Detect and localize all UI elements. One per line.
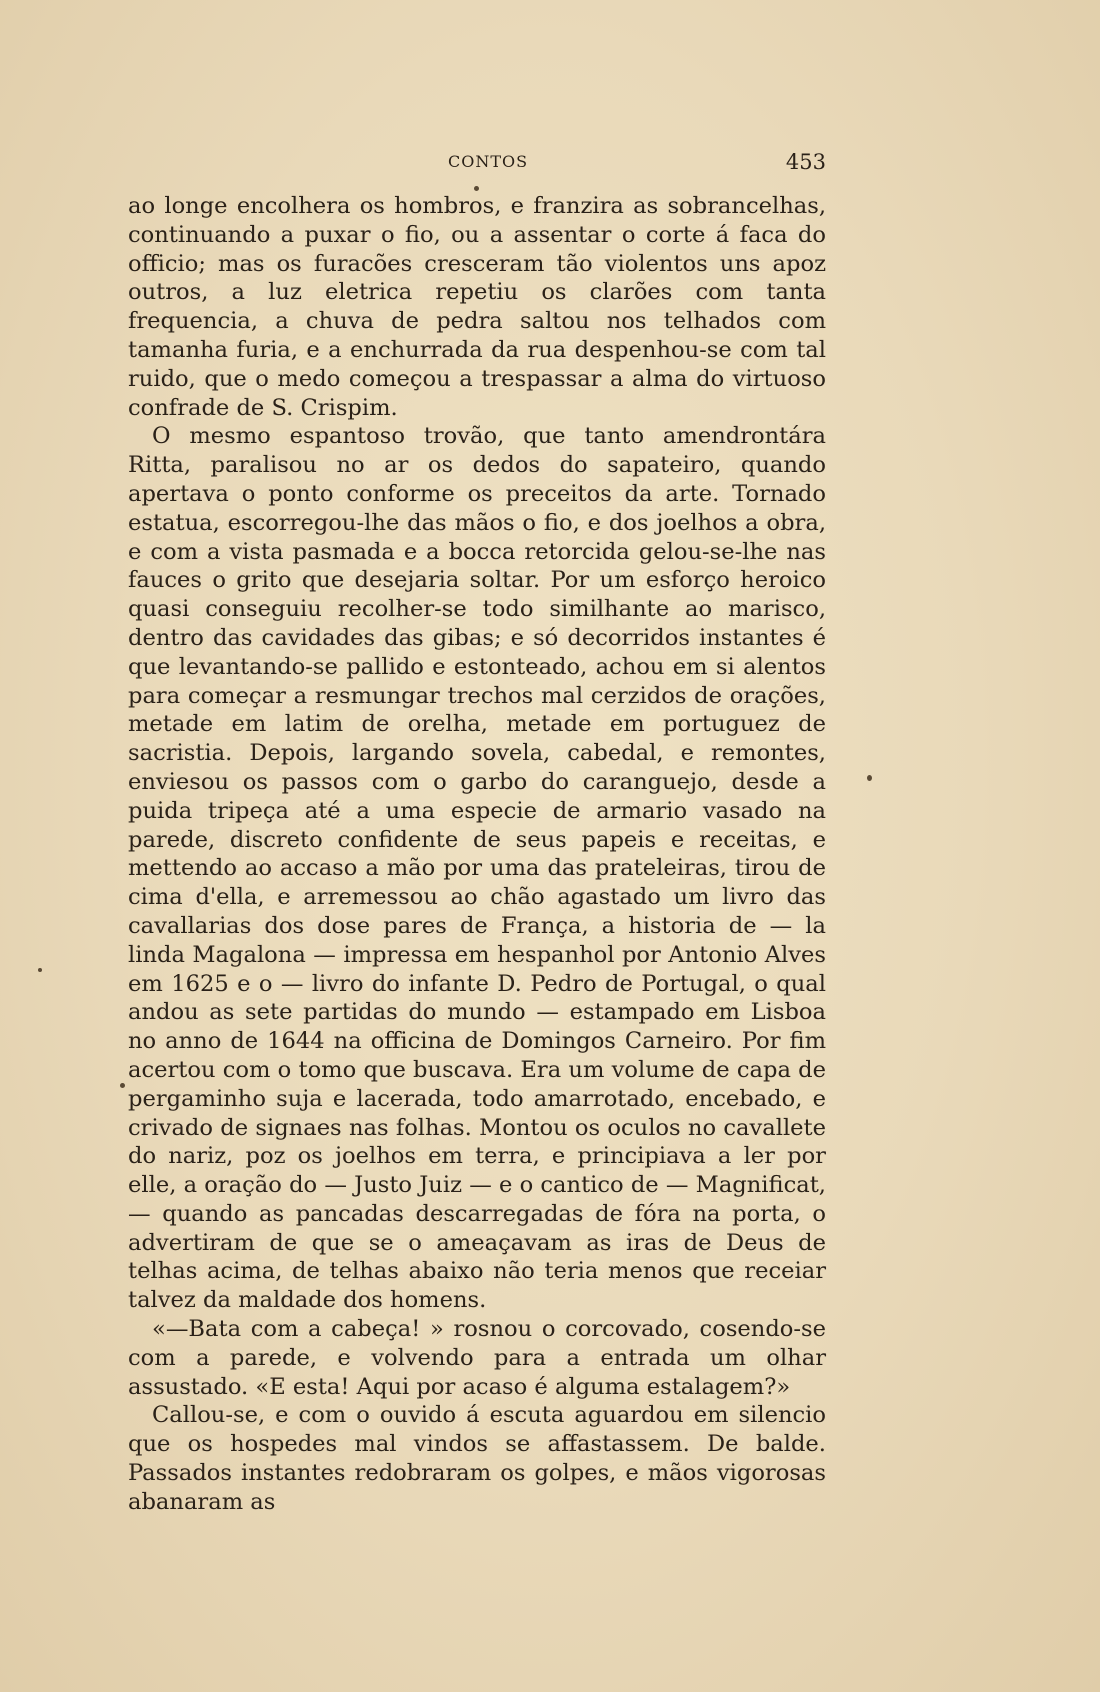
paragraph: ao longe encolhera os hombros, e franzira as sobrancelhas, continuando a puxar o fio, ou a assentar o corte á faca do officio; mas os furacões cresceram tão violentos uns apoz outros, a luz eletrica repetiu os clarões com tanta frequencia, a chuva de pedra saltou nos telhados com tamanha furia, e a enchurrada da rua despenhou-se com tal ruido, que o medo começou a trespassar a alma do virtuoso confrade de S. Crispim.: [128, 193, 826, 421]
ink-speck: [474, 186, 479, 191]
ink-speck: [120, 1083, 125, 1088]
ink-speck: [867, 775, 872, 781]
running-head: CONTOS: [448, 152, 529, 171]
ink-speck: [38, 968, 42, 972]
page-header: [128, 152, 826, 182]
paragraph: O mesmo espantoso trovão, que tanto amendrontára Ritta, paralisou no ar os dedos do sapateiro, quando apertava o ponto conforme os preceitos da arte. Tornado estatua, escorregou-lhe das mãos o fio, e dos joelhos a obra, e com a vista pasmada e a bocca retorcida gelou-se-lhe nas fauces o grito que desejaria soltar. Por um esforço heroico quasi conseguiu recolher-se todo similhante ao marisco, dentro das cavidades das gibas; e só decorridos instantes é que levantando-se pallido e estonteado, achou em si alentos para começar a resmungar trechos mal cerzidos de orações, metade em latim de orelha, metade em portuguez de sacristia. Depois, largando sovela, cabedal, e remontes, enviesou os passos com o garbo do caranguejo, desde a puida tripeça até a uma especie de armario vasado na parede, discreto confidente de seus papeis e receitas, e mettendo ao accaso a mão por uma das prateleiras, tirou de cima d'ella, e arremessou ao chão agastado um livro das cavallarias dos dose pares de França, a historia de — la linda Magalona — impressa em hespanhol por Antonio Alves em 1625 e o — livro do infante D. Pedro de Portugal, o qual andou as sete partidas do mundo — estampado em Lisboa no anno de 1644 na officina de Domingos Carneiro. Por fim acertou com o tomo que buscava. Era um volume de capa de pergaminho suja e lacerada, todo amarrotado, encebado, e crivado de signaes nas folhas. Montou os oculos no cavallete do nariz, poz os joelhos em terra, e principiava a ler por elle, a oração do — Justo Juiz — e o cantico de — Magnificat, — quando as pancadas descarregadas de fóra na porta, o advertiram de que se o ameaçavam as iras de Deus de telhas acima, de telhas abaixo não teria menos que receiar talvez da maldade dos homens.: [128, 423, 826, 1314]
body-text: [128, 192, 826, 1517]
page-number: 453: [785, 150, 826, 174]
paragraph: Callou-se, e com o ouvido á escuta aguardou em silencio que os hospedes mal vindos se affastassem. De balde. Passados instantes redobraram os golpes, e mãos vigorosas abanaram as: [128, 1402, 826, 1515]
paragraph: «—Bata com a cabeça! » rosnou o corcovado, cosendo-se com a parede, e volvendo para a entrada um olhar assustado. «E esta! Aqui por acaso é alguma estalagem?»: [128, 1316, 826, 1400]
